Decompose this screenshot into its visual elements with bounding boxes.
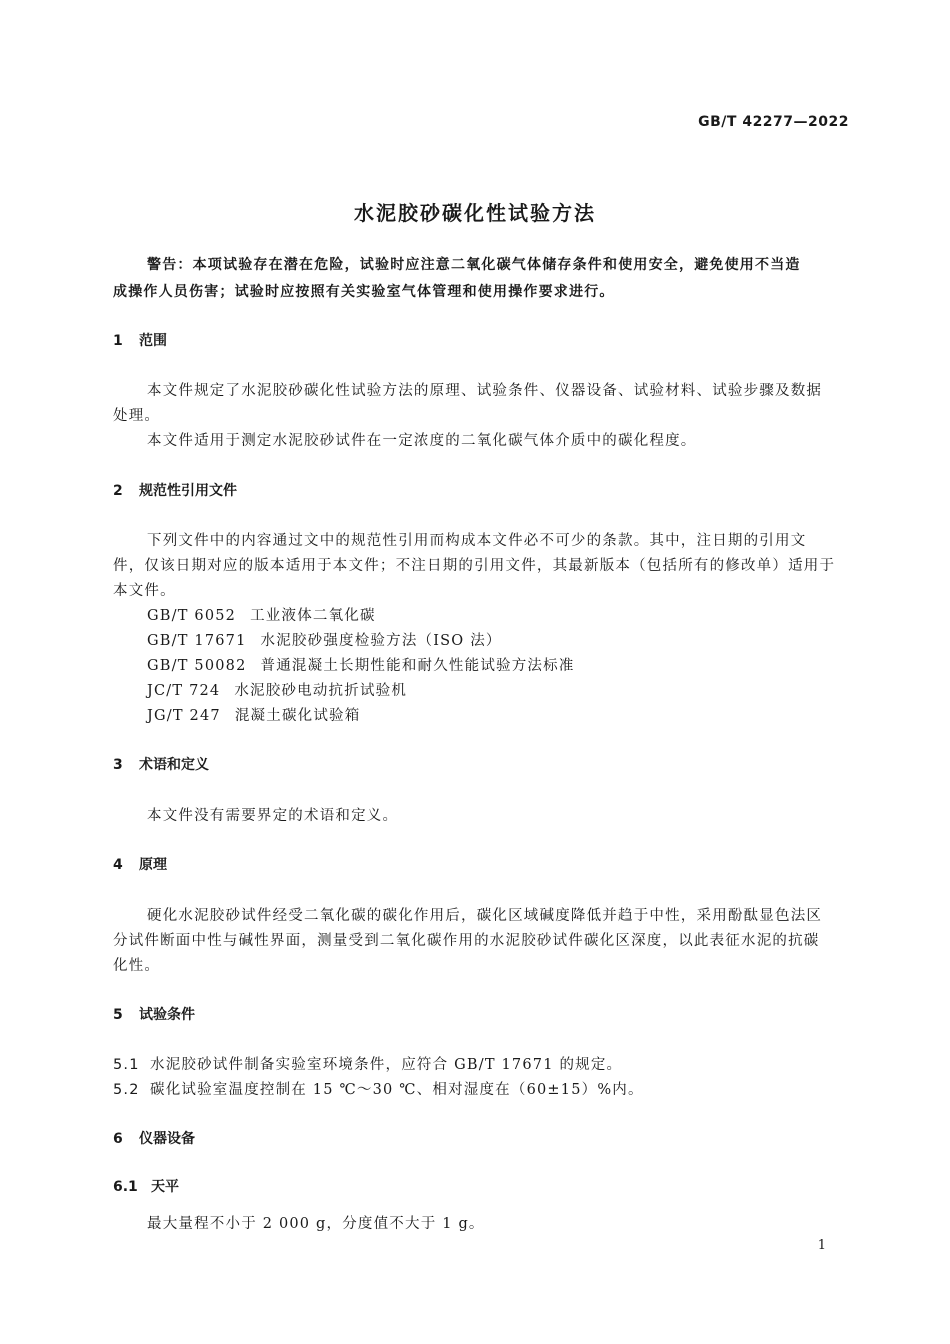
warning-line-2: 成操作人员伤害；试验时应按照有关实验室气体管理和使用操作要求进行。 [113, 284, 615, 300]
section-number: 3 [113, 757, 123, 773]
reference-code: GB/T 6052 [147, 608, 237, 624]
section-title: 范围 [139, 333, 167, 349]
reference-item [147, 654, 575, 675]
section-number: 5 [113, 1007, 123, 1023]
reference-item [147, 604, 376, 625]
page-number: 1 [817, 1238, 826, 1253]
principle-line-3: 化性。 [113, 958, 161, 974]
standard-code: GB/T 42277—2022 [698, 114, 849, 130]
refs-intro-line-3: 本文件。 [113, 583, 176, 599]
reference-item [147, 679, 407, 700]
reference-code: GB/T 17671 [147, 633, 247, 649]
reference-name: 混凝土碳化试验箱 [234, 708, 361, 724]
reference-item [147, 629, 502, 650]
section-title: 试验条件 [139, 1007, 195, 1023]
reference-item [147, 704, 360, 725]
clause-text: 水泥胶砂试件制备实验室环境条件，应符合 GB/T 17671 的规定。 [150, 1057, 623, 1073]
section-heading-normative-refs [113, 480, 237, 500]
reference-name: 普通混凝土长期性能和耐久性能试验方法标准 [260, 658, 575, 674]
clause-number: 5.1 [113, 1057, 140, 1073]
clause-5-2 [113, 1078, 644, 1099]
scope-paragraph-2: 本文件适用于测定水泥胶砂试件在一定浓度的二氧化碳气体介质中的碳化程度。 [147, 433, 697, 449]
balance-spec-text: 最大量程不小于 2 000 g，分度值不大于 1 g。 [147, 1216, 485, 1232]
section-title: 原理 [139, 857, 167, 873]
scope-paragraph-1-line-2: 处理。 [113, 408, 161, 424]
section-title: 术语和定义 [139, 757, 209, 773]
section-number: 1 [113, 333, 123, 349]
section-title: 规范性引用文件 [139, 483, 237, 499]
section-heading-principle [113, 854, 167, 874]
section-title: 仪器设备 [139, 1131, 195, 1147]
reference-code: JG/T 247 [147, 708, 221, 724]
principle-line-2: 分试件断面中性与碱性界面，测量受到二氧化碳作用的水泥胶砂试件碳化区深度，以此表征水泥的抗碳 [113, 933, 820, 949]
section-heading-scope [113, 330, 167, 350]
terms-text: 本文件没有需要界定的术语和定义。 [147, 808, 399, 824]
clause-text: 碳化试验室温度控制在 15 ℃～30 ℃、相对湿度在（60±15）%内。 [150, 1082, 644, 1098]
section-heading-apparatus [113, 1128, 195, 1148]
reference-name: 水泥胶砂强度检验方法（ISO 法） [260, 633, 502, 649]
scope-paragraph-1-line-1: 本文件规定了水泥胶砂碳化性试验方法的原理、试验条件、仪器设备、试验材料、试验步骤及数据 [147, 383, 823, 399]
reference-code: GB/T 50082 [147, 658, 247, 674]
section-number: 4 [113, 857, 123, 873]
refs-intro-line-1: 下列文件中的内容通过文中的规范性引用而构成本文件必不可少的条款。其中，注日期的引用文 [147, 533, 807, 549]
subsection-title: 天平 [151, 1179, 179, 1195]
reference-name: 工业液体二氧化碳 [250, 608, 376, 624]
reference-name: 水泥胶砂电动抗折试验机 [234, 683, 408, 699]
section-heading-conditions [113, 1004, 195, 1024]
section-heading-terms [113, 754, 209, 774]
section-number: 6 [113, 1131, 123, 1147]
refs-intro-line-2: 件，仅该日期对应的版本适用于本文件；不注日期的引用文件，其最新版本（包括所有的修改单）适用于 [113, 558, 836, 574]
principle-line-1: 硬化水泥胶砂试件经受二氧化碳的碳化作用后，碳化区域碱度降低并趋于中性，采用酚酞显色法区 [147, 908, 823, 924]
warning-line-1: 警告：本项试验存在潜在危险，试验时应注意二氧化碳气体储存条件和使用安全，避免使用不当造 [147, 257, 801, 273]
reference-code: JC/T 724 [147, 683, 221, 699]
clause-number: 5.2 [113, 1082, 140, 1098]
subsection-heading-balance [113, 1176, 179, 1196]
document-title: 水泥胶砂碳化性试验方法 [354, 201, 596, 225]
clause-5-1 [113, 1053, 622, 1074]
section-number: 2 [113, 483, 123, 499]
subsection-number: 6.1 [113, 1179, 138, 1195]
